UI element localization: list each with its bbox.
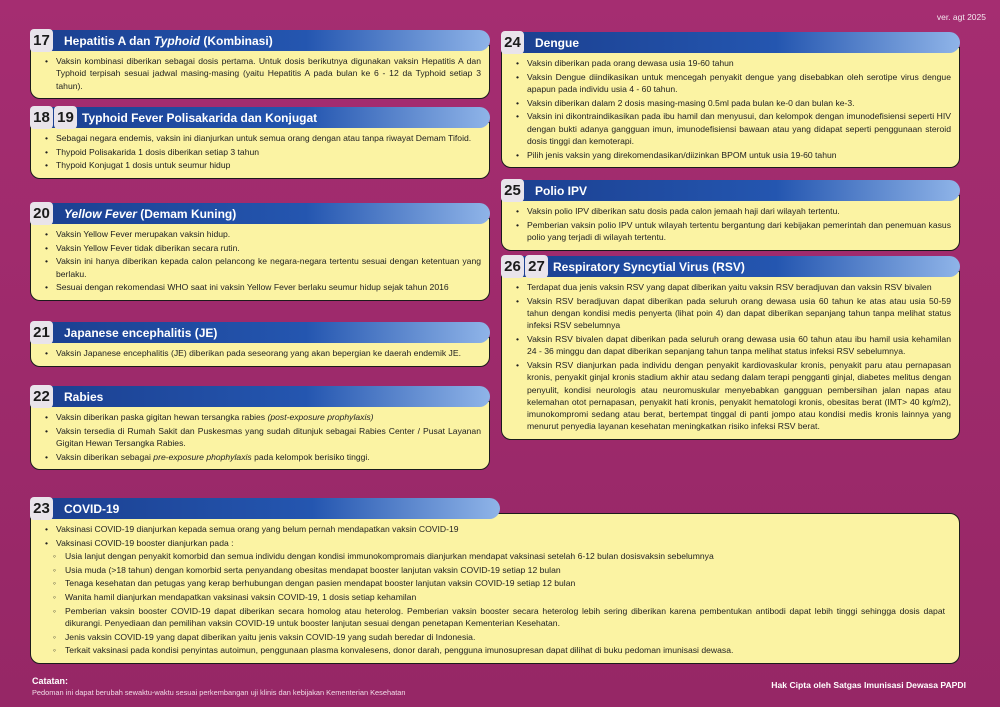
list-item: • Vaksin polio IPV diberikan satu dosis pada calon jemaah haji dari wilayah tertentu. [514,205,951,217]
sub-list-item: ◦ Usia lanjut dengan penyakit komorbid dan semua individu dengan kondisi immunokompromais dianjurkan mendapat vaksinasi setelah 6-12 bulan dosisvaksin sebelumnya [43,550,945,562]
list-item: • Vaksin diberikan pada orang dewasa usia 19-60 tahun [514,57,951,69]
section-number: 21 [30,321,53,344]
section-17-hepatitis-a-typhoid [30,30,490,99]
section-title: Polio IPV [535,183,588,198]
list-item: • Vaksin diberikan dalam 2 dosis masing-masing 0.5ml pada bulan ke-0 dan bulan ke-3. [514,97,951,109]
section-header [30,203,490,224]
section-header [501,180,960,201]
section-body [501,195,960,251]
section-title: Typhoid Fever Polisakarida dan Konjugat [82,110,318,125]
list-item: • Vaksin kombinasi diberikan sebagai dosis pertama. Untuk dosis berikutnya digunakan vaksin Hepatitis A dan Typhoid terpisah sesuai jadwal masing-masing (yaitu Hepatitis A pada bulan ke 6 - 12 da Typhoid setiap 3 tahun). [43,55,481,92]
list-item: • Vaksin RSV beradjuvan dapat diberikan pada seluruh orang dewasa usia 60 tahun ke atas atau usia 50-59 tahun dengan kondisi medis penyerta (lihat poin 4) dan dapat diberikan sepanjang tahun tanpa melihat status infeksi RSV sebelumnya [514,295,951,332]
sub-list-item: ◦ Wanita hamil dianjurkan mendapatkan vaksinasi vaksin COVID-19, 1 dosis setiap kehamilan [43,591,945,603]
note-text: Pedoman ini dapat berubah sewaktu-waktu sesuai perkembangan uji klinis dan kebijakan Kementerian Kesehatan [32,688,406,697]
section-number: 23 [30,497,53,520]
section-number: 27 [525,255,548,278]
section-body [30,45,490,99]
sub-list-item: ◦ Usia muda (>18 tahun) dengan komorbid serta penyandang obesitas mendapat booster lanjutan vaksin COVID-19 setiap 12 bulan [43,564,945,576]
section-header [501,256,960,277]
section-26-27-rsv [501,256,960,440]
section-25-polio-ipv [501,180,960,251]
list-item: • Sebagai negara endemis, vaksin ini dianjurkan untuk semua orang dengan atau tanpa riwayat Demam Tifoid. [43,132,481,144]
list-item: • Vaksin Dengue diindikasikan untuk mencegah penyakit dengue yang disebabkan oleh serotipe virus dengue apapun pada individu usia 4 - 60 tahun. [514,71,951,96]
section-body [30,401,490,470]
section-24-dengue [501,32,960,168]
section-header [30,322,490,343]
section-title: Japanese encephalitis (JE) [64,325,218,340]
section-title: Yellow Fever (Demam Kuning) [64,206,237,221]
section-body [501,47,960,168]
list-item: • Vaksin RSV bivalen dapat diberikan pada seluruh orang dewasa usia 60 tahun atau ibu hamil usia kehamilan 24 - 36 minggu dan dapat diberikan sepanjang tahun tanpa melihat status infeksi RSV sebelumnya. [514,333,951,358]
list-item: • Vaksin diberikan paska gigitan hewan tersangka rabies (post-exposure prophylaxis) [43,411,481,423]
section-header [30,386,490,407]
list-item: • Vaksin diberikan sebagai pre-exposure phophylaxis pada kelompok berisiko tinggi. [43,451,481,463]
section-20-yellow-fever [30,203,490,301]
section-header [501,32,960,53]
note-title: Catatan: [32,676,69,686]
section-title: Dengue [535,35,580,50]
list-item: • Vaksin RSV dianjurkan pada individu dengan penyakit kardiovaskular kronis, penyakit paru atau pernapasan kronis, penyakit ginjal kronis stadium akhir atau sedang dalam terapi pengganti ginjal, diabetes melitus dengan penyulit, kondisi neurologis atau neuromuskular menyebabkan gangguan pembersihan jalan napas atau kelemahan otot pernapasan, penyakit hati kronis, penyakit hematologi kronis, obesitas berat (IMT> 40 kg/m2), imunokompromi sedang atau berat, bertempat tinggal di panti jompo atau kondisi medis kronis lainnya yang menurut penyedia layanan kesehatan meningkatkan risiko infeksi RSV berat. [514,359,951,433]
list-item: • Pemberian vaksin polio IPV untuk wilayah tertentu bergantung dari kebijakan pemerintah dan penemuan kasus polio yang terjadi di wilayah tertentu. [514,219,951,244]
list-item: • Terdapat dua jenis vaksin RSV yang dapat diberikan yaitu vaksin RSV beradjuvan dan vaksin RSV bivalen [514,281,951,293]
list-item: • Thypoid Polisakarida 1 dosis diberikan setiap 3 tahun [43,146,481,158]
sub-list-item: ◦ Jenis vaksin COVID-19 yang dapat diberikan yaitu jenis vaksin COVID-19 yang sudah beredar di Indonesia. [43,631,945,643]
list-item: • Pilih jenis vaksin yang direkomendasikan/diizinkan BPOM untuk usia 19-60 tahun [514,149,951,161]
sub-list-item: ◦ Terkait vaksinasi pada kondisi penyintas autoimun, penggunaan plasma konvalesens, donor darah, pengguna imunosupresan dapat dilihat di buku pedoman imunisasi dewasa. [43,644,945,656]
section-title: Hepatitis A dan Typhoid (Kombinasi) [64,33,273,48]
list-item: • Vaksin tersedia di Rumah Sakit dan Puskesmas yang sudah ditunjuk sebagai Rabies Center / Pusat Layanan Gigitan Hewan Tersangka Rabies. [43,425,481,450]
section-body [30,218,490,301]
section-title: COVID-19 [64,501,120,516]
section-22-rabies [30,386,490,470]
list-item: • Vaksin ini dikontraindikasikan pada ibu hamil dan menyusui, dan kelompok dengan imunodefisiensi seperti HIV dengan bukti adanya gangguan imun, imunodefisiensi bawaan atau yang didapat seperti penggunaan steroid dosis tinggi dan kemoterapi. [514,110,951,147]
list-item: • Thypoid Konjugat 1 dosis untuk seumur hidup [43,159,481,171]
list-item: • Vaksin Yellow Fever merupakan vaksin hidup. [43,228,481,240]
section-body [30,122,490,179]
section-title: Respiratory Syncytial Virus (RSV) [553,259,745,274]
list-item: • Sesuai dengan rekomendasi WHO saat ini vaksin Yellow Fever berlaku seumur hidup sejak tahun 2016 [43,281,481,293]
section-body [501,271,960,440]
section-number: 22 [30,385,53,408]
list-item: • Vaksinasi COVID-19 booster dianjurkan pada : ◦ Usia lanjut dengan penyakit komorbid dan semua individu dengan kondisi immunokompromais dianjurkan mendapat vaksinasi setelah 6-12 bulan dosisvaksin sebelumnya ◦ Usia muda (>18 tahun) dengan komorbid serta penyandang obesitas mendapat booster lanjutan vaksin COVID-19 setiap 12 bulan ◦ Tenaga kesehatan dan petugas yang kerap berhubungan dengan pasien mendapat booster lanjutan vaksin COVID-19 setiap 12 bulan ◦ Wanita hamil dianjurkan mendapatkan vaksinasi vaksin COVID-19, 1 dosis setiap kehamilan ◦ Pemberian vaksin booster COVID-19 dapat diberikan secara homolog atau heterolog. Pemberian vaksin booster secara heterolog lebih sering diberikan karena pembentukan antibodi dapat lebih tinggi sehingga dosis dapat dikurangi. Penyediaan dan pemilihan vaksin COVID-19 untuk booster lanjutan sesuai dengan penetapan Kementerian Kesehatan. ◦ Jenis vaksin COVID-19 yang dapat diberikan yaitu jenis vaksin COVID-19 yang sudah beredar di Indonesia. ◦ Terkait vaksinasi pada kondisi penyintas autoimun, penggunaan plasma konvalesens, donor darah, pengguna imunosupresan dapat dilihat di buku pedoman imunisasi dewasa. [43,537,945,657]
list-item: • Vaksin ini hanya diberikan kepada calon pelancong ke negara-negara tertentu sesuai dengan ketentuan yang berlaku. [43,255,481,280]
section-number: 17 [30,29,53,52]
list-item: • Vaksin Yellow Fever tidak diberikan secara rutin. [43,242,481,254]
version-label: ver. agt 2025 [936,12,986,22]
section-header [30,30,490,51]
list-item: • Vaksin Japanese encephalitis (JE) diberikan pada seseorang yang akan bepergian ke daerah endemik JE. [43,347,481,359]
sub-list-item: ◦ Pemberian vaksin booster COVID-19 dapat diberikan secara homolog atau heterolog. Pemberian vaksin booster secara heterolog lebih sering diberikan karena pembentukan antibodi dapat lebih tinggi sehingga dosis dapat dikurangi. Penyediaan dan pemilihan vaksin COVID-19 untuk booster lanjutan sesuai dengan penetapan Kementerian Kesehatan. [43,605,945,630]
list-item: • Vaksinasi COVID-19 dianjurkan kepada semua orang yang belum pernah mendapatkan vaksin COVID-19 [43,523,945,535]
section-23-covid-19 [30,498,960,664]
section-number: 20 [30,202,53,225]
section-number: 24 [501,31,524,54]
section-header [30,498,500,519]
section-number: 18 [30,106,53,129]
section-title: Rabies [64,389,104,404]
sub-list-item: ◦ Tenaga kesehatan dan petugas yang kerap berhubungan dengan pasien mendapat booster lanjutan vaksin COVID-19 setiap 12 bulan [43,577,945,589]
section-21-japanese-encephalitis [30,322,490,367]
section-number: 26 [501,255,524,278]
section-body [30,513,960,664]
section-18-19-typhoid-fever [30,107,490,179]
section-number: 25 [501,179,524,202]
section-number: 19 [54,106,77,129]
copyright-text: Hak Cipta oleh Satgas Imunisasi Dewasa PAPDI [771,680,966,690]
section-header [30,107,490,128]
